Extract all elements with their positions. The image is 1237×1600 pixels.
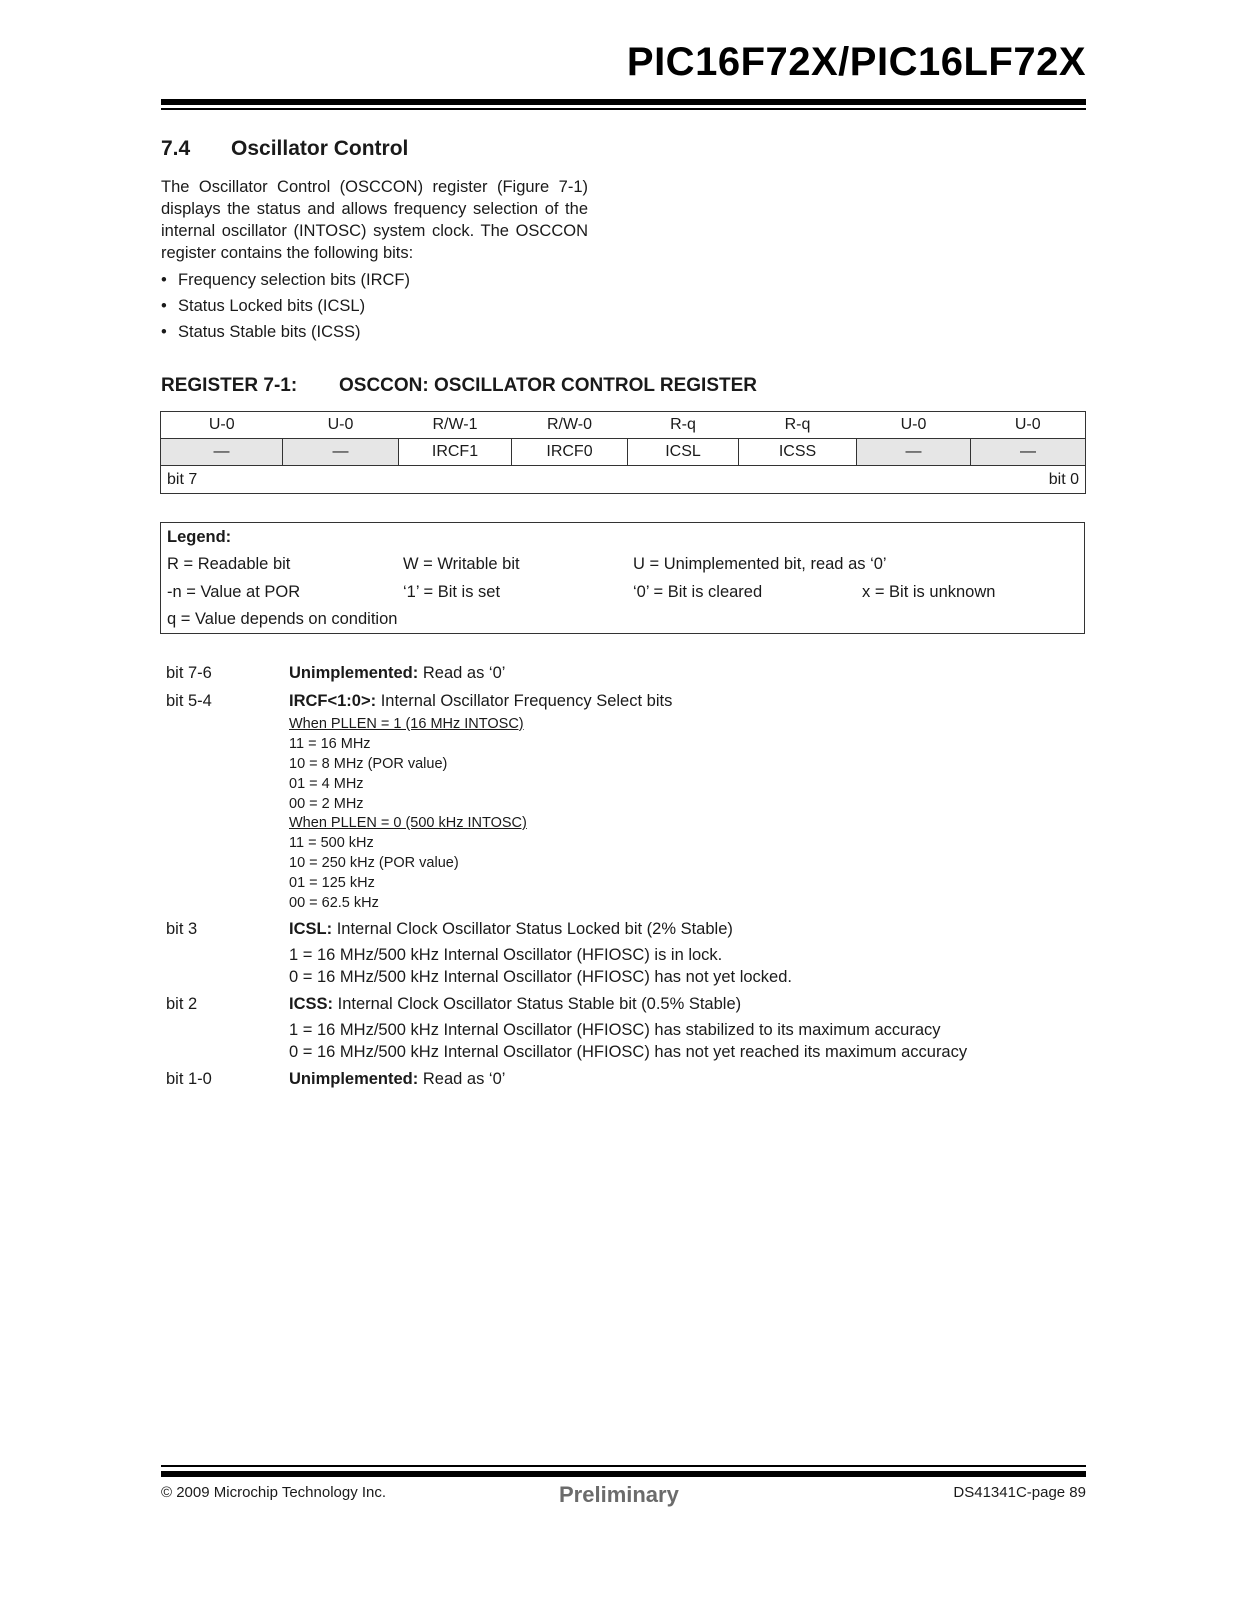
section-heading bbox=[161, 137, 408, 161]
bit-value-desc: 1 = 16 MHz/500 kHz Internal Oscillator (HFIOSC) is in lock. bbox=[289, 946, 723, 964]
document-title: PIC16F72X/PIC16LF72X bbox=[626, 40, 1086, 84]
legend-box bbox=[160, 522, 1085, 634]
bullet-list bbox=[161, 269, 410, 347]
ircf-value: 01 = 125 kHz bbox=[289, 875, 375, 891]
register-label: REGISTER 7-1: bbox=[161, 375, 298, 396]
bit-name-cell: — bbox=[283, 439, 399, 466]
bit-description bbox=[289, 664, 505, 683]
ircf-value: 11 = 16 MHz bbox=[289, 736, 371, 752]
footer-rule-thick bbox=[161, 1471, 1086, 1477]
bit-field-desc: Read as ‘0’ bbox=[422, 1070, 506, 1088]
bit-label: bit 1-0 bbox=[166, 1070, 212, 1088]
access-cell: R/W-1 bbox=[399, 412, 512, 439]
ircf-value: 10 = 250 kHz (POR value) bbox=[289, 855, 459, 871]
ircf-group-title: When PLLEN = 0 (500 kHz INTOSC) bbox=[289, 815, 527, 831]
bullet-item: • Frequency selection bits (IRCF) bbox=[161, 269, 410, 295]
access-cell: U-0 bbox=[971, 412, 1086, 439]
bit-number-cell bbox=[161, 466, 1086, 494]
bit-field-name: Unimplemented: bbox=[289, 1070, 419, 1088]
legend-bit-cleared: ‘0’ = Bit is cleared bbox=[633, 583, 763, 601]
bit-label: bit 2 bbox=[166, 995, 198, 1013]
bit-name-cell: — bbox=[857, 439, 971, 466]
bit-description bbox=[289, 920, 733, 939]
bit-name-cell: IRCF0 bbox=[512, 439, 628, 466]
bit-value-desc: 1 = 16 MHz/500 kHz Internal Oscillator (HFIOSC) has stabilized to its maximum accuracy bbox=[289, 1021, 941, 1039]
bit-description bbox=[289, 1070, 505, 1089]
access-cell: R-q bbox=[628, 412, 739, 439]
bit-description bbox=[289, 692, 672, 711]
bit-label: bit 5-4 bbox=[166, 692, 212, 710]
access-cell: U-0 bbox=[161, 412, 283, 439]
footer-rule-thin bbox=[161, 1465, 1086, 1467]
section-number: 7.4 bbox=[161, 137, 191, 160]
bit-name-cell: ICSS bbox=[739, 439, 857, 466]
ircf-group-title: When PLLEN = 1 (16 MHz INTOSC) bbox=[289, 716, 524, 732]
bit-name-cell: — bbox=[971, 439, 1086, 466]
footer-page-number: DS41341C-page 89 bbox=[953, 1484, 1086, 1501]
ircf-value: 10 = 8 MHz (POR value) bbox=[289, 756, 448, 772]
header-rule-thick bbox=[161, 99, 1086, 105]
access-cell: U-0 bbox=[283, 412, 399, 439]
register-heading bbox=[161, 375, 757, 397]
legend-unimplemented: U = Unimplemented bit, read as ‘0’ bbox=[633, 555, 887, 573]
bit-name-cell: ICSL bbox=[628, 439, 739, 466]
bit-field-name: ICSS: bbox=[289, 995, 334, 1013]
header-rule-thin bbox=[161, 108, 1086, 110]
legend-writable: W = Writable bit bbox=[403, 555, 520, 573]
bit-number-row bbox=[161, 466, 1086, 494]
access-cell: R-q bbox=[739, 412, 857, 439]
bit-field-desc: Internal Oscillator Frequency Select bits bbox=[380, 692, 673, 710]
bit-value-desc: 0 = 16 MHz/500 kHz Internal Oscillator (HFIOSC) has not yet locked. bbox=[289, 968, 792, 986]
access-cell: U-0 bbox=[857, 412, 971, 439]
section-title: Oscillator Control bbox=[231, 137, 409, 160]
legend-title: Legend: bbox=[167, 528, 232, 546]
ircf-value: 00 = 2 MHz bbox=[289, 796, 364, 812]
bit-field-desc: Internal Clock Oscillator Status Locked bit (2% Stable) bbox=[336, 920, 733, 938]
footer-copyright: © 2009 Microchip Technology Inc. bbox=[161, 1484, 387, 1501]
bit-field-desc: Internal Clock Oscillator Status Stable bit (0.5% Stable) bbox=[337, 995, 742, 1013]
legend-readable: R = Readable bit bbox=[167, 555, 291, 573]
bit-name-cell: IRCF1 bbox=[399, 439, 512, 466]
footer-status: Preliminary bbox=[559, 1482, 679, 1507]
register-table bbox=[160, 411, 1086, 494]
ircf-value: 11 = 500 kHz bbox=[289, 835, 374, 851]
bit-label: bit 3 bbox=[166, 920, 198, 938]
ircf-value: 00 = 62.5 kHz bbox=[289, 895, 379, 911]
bit-field-name: IRCF<1:0>: bbox=[289, 692, 377, 710]
bit-value-desc: 0 = 16 MHz/500 kHz Internal Oscillator (HFIOSC) has not yet reached its maximum accuracy bbox=[289, 1043, 968, 1061]
legend-bit-unknown: x = Bit is unknown bbox=[862, 583, 996, 601]
bit-high-label: bit 7 bbox=[167, 470, 198, 488]
bit-low-label: bit 0 bbox=[1048, 470, 1079, 488]
bit-field-desc: Read as ‘0’ bbox=[422, 664, 506, 682]
ircf-value: 01 = 4 MHz bbox=[289, 776, 364, 792]
bit-field-name: ICSL: bbox=[289, 920, 333, 938]
legend-por: -n = Value at POR bbox=[167, 583, 301, 601]
legend-bit-set: ‘1’ = Bit is set bbox=[403, 583, 501, 601]
bullet-item: • Status Locked bits (ICSL) bbox=[161, 295, 410, 321]
intro-paragraph: The Oscillator Control (OSCCON) register (Figure 7-1) displays the status and allows frequency selection of the internal oscillator (INTOSC) system clock. The OSCCON register contains the following bits: bbox=[161, 178, 588, 262]
access-cell: R/W-0 bbox=[512, 412, 628, 439]
bit-label: bit 7-6 bbox=[166, 664, 212, 682]
bit-field-name: Unimplemented: bbox=[289, 664, 419, 682]
register-title: OSCCON: OSCILLATOR CONTROL REGISTER bbox=[339, 375, 758, 396]
legend-condition: q = Value depends on condition bbox=[167, 610, 398, 628]
bit-name-row bbox=[161, 439, 1086, 466]
bit-description bbox=[289, 995, 741, 1014]
bit-name-cell: — bbox=[161, 439, 283, 466]
access-row bbox=[161, 412, 1086, 439]
bullet-item: • Status Stable bits (ICSS) bbox=[161, 321, 410, 347]
